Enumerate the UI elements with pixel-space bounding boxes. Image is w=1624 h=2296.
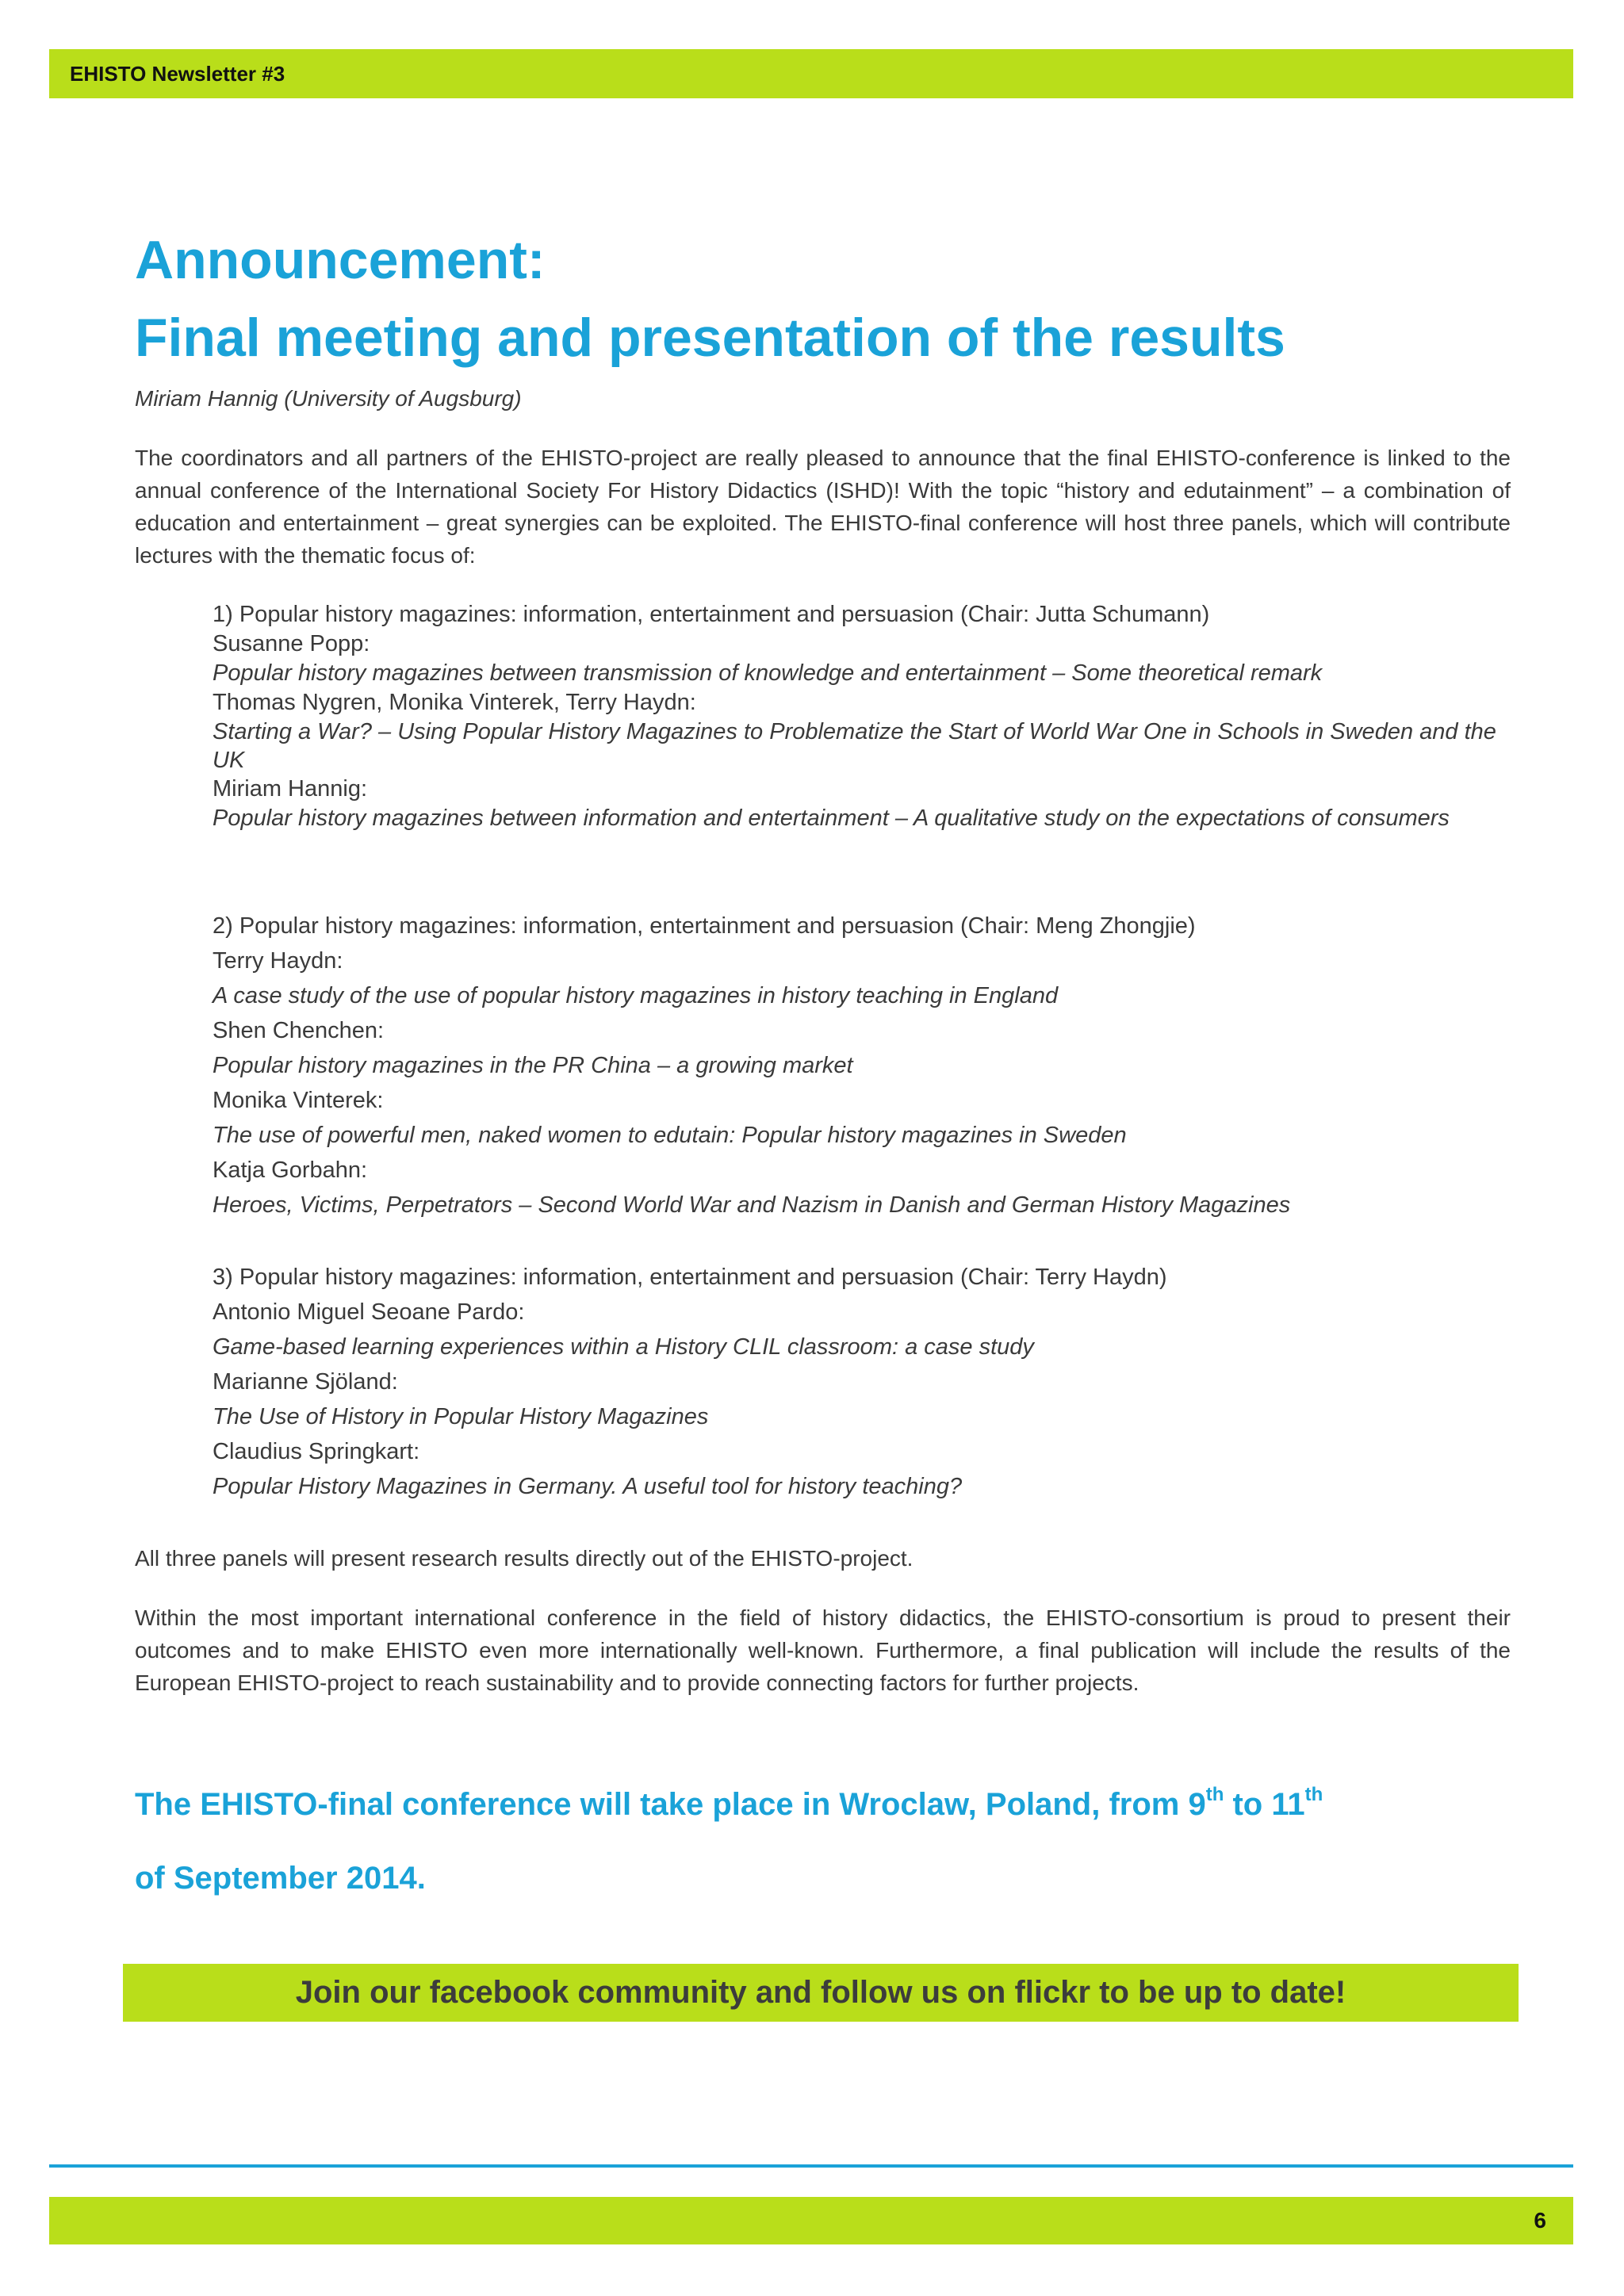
talk-title: Popular history magazines in the PR China – a growing market	[213, 1053, 853, 1078]
social-cta-banner	[123, 1964, 1519, 2022]
talk-title: The Use of History in Popular History Magazines	[213, 1404, 709, 1429]
newsletter-title: EHISTO Newsletter #3	[70, 62, 285, 86]
speaker: Susanne Popp:	[213, 631, 370, 656]
speaker: Claudius Springkart:	[213, 1439, 420, 1464]
results-note: All three panels will present research results directly out of the EHISTO-project.	[135, 1546, 914, 1571]
closing-paragraph: Within the most important international conference in the field of history didactics, the EHISTO-consortium is proud to present their outcomes and to make EHISTO even more internationally well-known. Furthermore, a final publication will include the results of the European EHISTO-project to reach sustainability and to provide connecting factors for further projects.	[135, 1605, 1511, 1695]
panel-2	[213, 909, 1513, 1223]
article-title-line2: Final meeting and presentation of the results	[135, 308, 1285, 368]
social-cta-text: Join our facebook community and follow us on flickr to be up to date!	[295, 1975, 1346, 2010]
talk-title: The use of powerful men, naked women to edutain: Popular history magazines in Sweden	[213, 1123, 1127, 1148]
panel-1	[213, 600, 1513, 832]
panel-heading: 1) Popular history magazines: information, entertainment and persuasion (Chair: Jutta Schumann)	[213, 602, 1210, 627]
footer-bar	[49, 2197, 1573, 2244]
panel-heading: 2) Popular history magazines: information, entertainment and persuasion (Chair: Meng Zhongjie)	[213, 913, 1196, 939]
article-author: Miriam Hannig (University of Augsburg)	[135, 386, 522, 411]
speaker: Miriam Hannig:	[213, 776, 367, 802]
conference-date-line1: The EHISTO-final conference will take place in Wroclaw, Poland, from 9th to 11th	[135, 1784, 1323, 1822]
page-number: 6	[1534, 2208, 1546, 2233]
talk-title: Heroes, Victims, Perpetrators – Second World War and Nazism in Danish and German History Magazines	[213, 1192, 1291, 1218]
talk-title: Starting a War? – Using Popular History Magazines to Problematize the Start of World War One in Schools in Sweden and the UK	[213, 719, 1496, 773]
talk-title: Popular history magazines between information and entertainment – A qualitative study on the expectations of consumers	[213, 806, 1450, 831]
conference-date-line2: of September 2014.	[135, 1861, 426, 1896]
speaker: Marianne Sjöland:	[213, 1369, 398, 1395]
speaker: Antonio Miguel Seoane Pardo:	[213, 1299, 525, 1325]
panel-3	[213, 1260, 1513, 1504]
talk-title: A case study of the use of popular history magazines in history teaching in England	[213, 983, 1059, 1008]
newsletter-header	[49, 49, 1573, 98]
panel-heading: 3) Popular history magazines: information, entertainment and persuasion (Chair: Terry Haydn)	[213, 1265, 1167, 1290]
intro-paragraph: The coordinators and all partners of the EHISTO-project are really pleased to announce that the final EHISTO-conference is linked to the annual conference of the International Society For History Didactics (ISHD)! With the topic “history and edutainment” – a combination of education and entertainment – great synergies can be exploited. The EHISTO-final conference will host three panels, which will contribute lectures with the thematic focus of:	[135, 446, 1511, 568]
talk-title: Popular History Magazines in Germany. A useful tool for history teaching?	[213, 1474, 963, 1499]
talk-title: Popular history magazines between transmission of knowledge and entertainment – Some theoretical remark	[213, 660, 1323, 686]
speaker: Terry Haydn:	[213, 948, 343, 974]
footer-divider	[49, 2164, 1573, 2168]
speaker: Shen Chenchen:	[213, 1018, 385, 1043]
article-title-line1: Announcement:	[135, 230, 546, 290]
speaker: Thomas Nygren, Monika Vinterek, Terry Haydn:	[213, 690, 696, 715]
talk-title: Game-based learning experiences within a History CLIL classroom: a case study	[213, 1334, 1034, 1360]
speaker: Monika Vinterek:	[213, 1088, 384, 1113]
speaker: Katja Gorbahn:	[213, 1158, 368, 1183]
